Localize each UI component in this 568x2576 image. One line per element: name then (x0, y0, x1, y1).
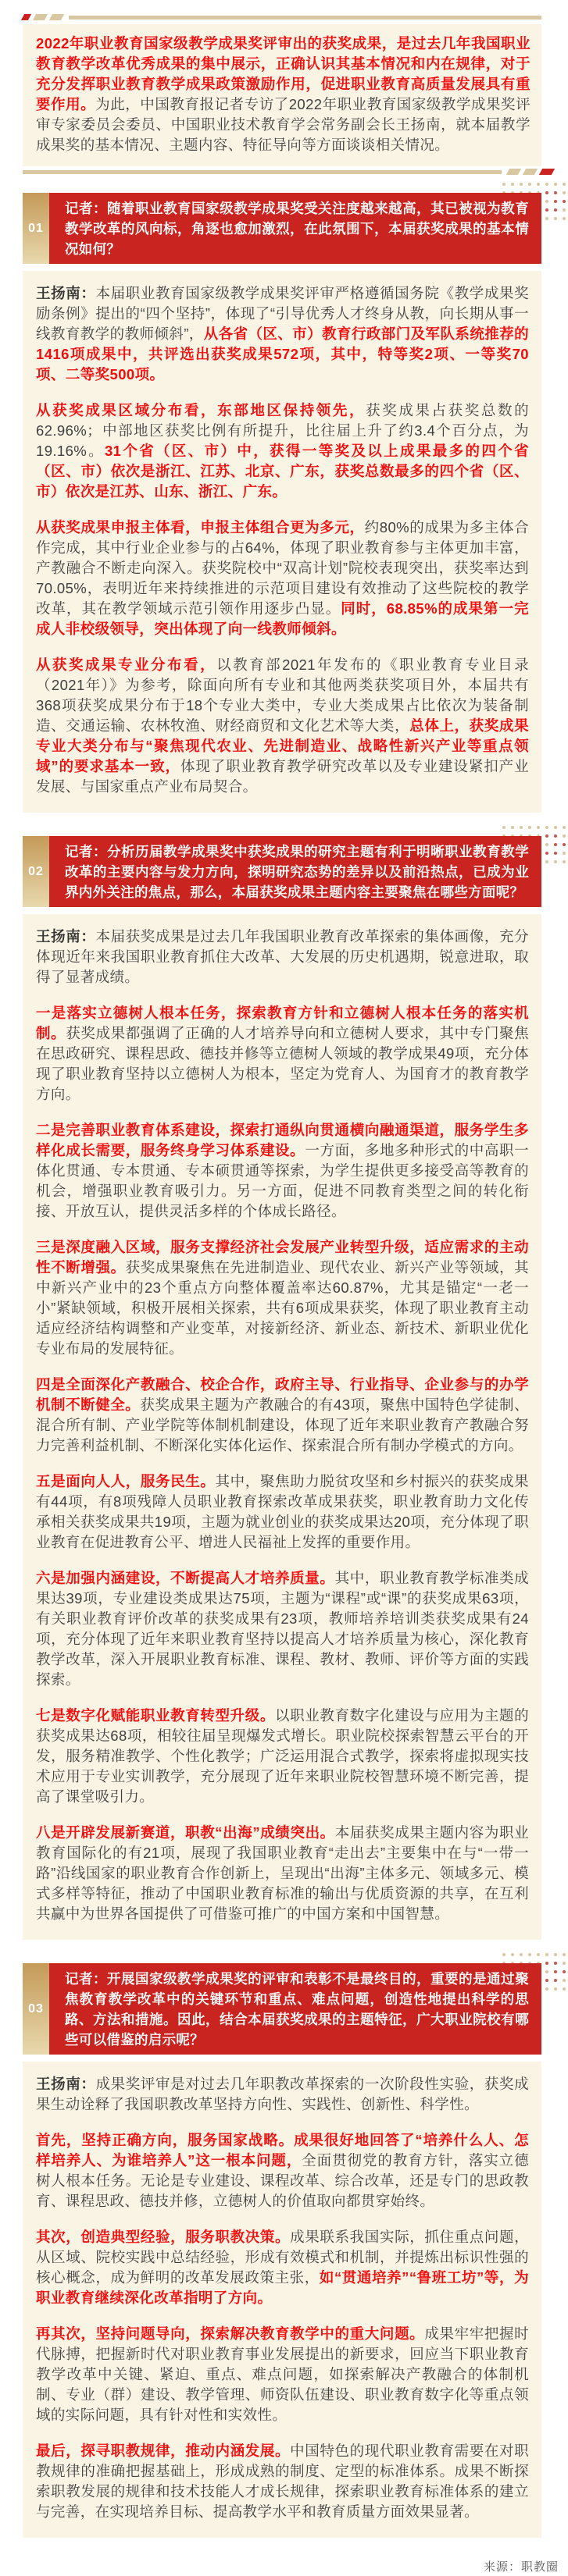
tan-dot-icon (563, 852, 566, 855)
text-run-red: 总体上，获奖成果专业大类分布与“聚焦现代农业、先进制造业、战略性新兴产业等重点领域”的要求基本一致， (36, 717, 529, 774)
tan-dot-icon (545, 860, 548, 863)
tan-dot-icon (502, 826, 505, 829)
question-number-badge: 01 (23, 193, 49, 264)
answer-paragraph (36, 2130, 529, 2211)
tan-dot-icon (511, 826, 514, 829)
text-run-red: 再其次，坚持问题导向，探索解决教育教学中的重大问题。 (36, 2325, 425, 2342)
tan-dot-icon (520, 1953, 523, 1956)
tan-dot-icon (545, 1953, 548, 1956)
tan-dot-icon (554, 217, 557, 220)
tan-dot-icon (520, 183, 523, 186)
qa-section-2 (23, 836, 541, 1940)
answer-paragraph (36, 2074, 529, 2115)
tan-dot-icon (545, 200, 548, 203)
red-dot-icon (545, 1962, 548, 1965)
text-run-plain: 全面贯彻党的教育方针，落实立德树人根本任务。无论是专业建设、课程改革、综合改革，还是专门的思政教育、课程思政、德技并修，立德树人的价值取向都贯穿始终。 (36, 2152, 529, 2209)
text-run-plain: 本届职业教育国家级教学成果奖评审严格遵循国务院《教学成果奖励条例》提出的“四个坚持”，体现了“引导优秀人才终身从教，向长期从事一线教育教学的教师倾斜”， (36, 285, 529, 342)
red-dot-icon (554, 1979, 557, 1982)
tan-stripe-icon (506, 169, 521, 175)
red-dot-icon (554, 191, 557, 194)
qa-section-1 (23, 193, 541, 813)
answer-block (23, 914, 541, 1940)
text-run-plain: 获奖成果都强调了正确的人才培养导向和立德树人要求，其中专门聚焦在思政研究、课程思政、德技并修等立德树人领域的教学成果49项，充分体现了职业教育坚持以立德树人为根本，坚定为党育人、为国育才的教育教学方向。 (36, 1025, 529, 1102)
red-dot-icon (545, 852, 548, 855)
text-run-plain: 成果联系我国实际，抓住重点问题，从区域、院校实践中总结经验，形成有效模式和机制，并提炼出标识性强的核心概念，成为鲜明的改革发展政策主张， (36, 2229, 529, 2286)
text-run-plain: 其中，聚焦助力脱贫攻坚和乡村振兴的获奖成果有44项，有8项残障人员职业教育探索改革成果获奖，职业教育助力文化传承相关获奖成果共19项，主题为就业创业的获奖成果达20项，充分体现了职业教育在促进教育公平、增进人民福祉上发挥的重要作用。 (36, 1473, 529, 1550)
answer-paragraph (36, 1568, 529, 1690)
bottom-decoration-strip (23, 169, 541, 175)
tan-dot-icon (537, 826, 540, 829)
text-run-plain: 其中，职业教育教学标准类成果达39项，专业建设类成果达75项，主题为“课程”或“课”的获奖成果63项，有关职业教育评价改革的获奖成果有23项，教师培养培训类获奖成果有24项，充分体现了近年来职业教育坚持以提高人才培养质量为核心，深化教育教学改革，深入开展职业教育标准、课程、教材、教师、评价等方面的实践探索。 (36, 1570, 529, 1688)
tan-dot-icon (563, 834, 566, 838)
text-run-red: 31个省（区、市）中，获得一等奖及以上成果最多的四个省（区、市）依次是浙江、江苏、北京、广东，获奖总数最多的四个省（区、市）依次是江苏、山东、浙江、广东。 (36, 443, 529, 500)
tan-dot-icon (563, 183, 566, 186)
answer-paragraph (36, 1706, 529, 1807)
red-dot-icon (563, 1970, 566, 1973)
text-run-plain: 获奖成果聚焦在先进制造业、现代农业、新兴产业等领域，其中新兴产业中的23个重点方向整体覆盖率达60.87%，尤其是锚定“一老一小”紧缺领域，积极开展相关探索，共有6项成果获奖，体现了职业教育主动适应经济结构调整和产业变革，对接新经济、新业态、新技术、新职业优化专业布局的发展特征。 (36, 1259, 529, 1357)
text-run-red: 一是落实立德树人根本任务，探索教育方针和立德树人根本任务的落实机制。 (36, 1005, 529, 1041)
tan-dot-icon (554, 183, 557, 186)
text-run-plain: 成果奖评审是对过去几年职教改革探索的一次阶段性实验，获奖成果生动诠释了我国职教改革坚持方向性、实践性、创新性、科学性。 (36, 2076, 529, 2112)
tan-stripe-icon (33, 14, 48, 20)
text-run-red: 八是开辟发展新赛道，职教“出海”成绩突出。 (36, 1824, 335, 1841)
tan-dot-icon (537, 1953, 540, 1956)
text-run-plain: 本届获奖成果是过去几年我国职业教育改革探索的集体画像，充分体现近年来我国职业教育抓住大改革、大发展的历史机遇期，锐意进取，取得了显著成绩。 (36, 928, 529, 985)
text-run-red: 如“贯通培养”“鲁班工坊”等，为职业教育继续深化改革指明了方向。 (36, 2269, 529, 2306)
text-run-red: 首先，坚持正确方向，服务国家战略。成果很好地回答了“培养什么人、怎样培养人、为谁培养人”这一根本问题， (36, 2132, 529, 2169)
red-dot-icon (563, 843, 566, 846)
text-run-red: 从获奖成果区域分布看，东部地区保持领先， (36, 402, 366, 418)
tan-stripe-icon (49, 14, 64, 20)
text-run-plain: 获奖成果主题为产教融合的有43项，聚焦中国特色学徒制、混合所有制、产业学院等体制机制建设，体现了近年来职业教育产教融合努力完善利益机制、不断深化实体化运作、探索混合所有制办学模式的方向。 (36, 1397, 529, 1453)
answer-paragraph (36, 2324, 529, 2425)
answer-paragraph (36, 2227, 529, 2308)
red-dot-icon (545, 191, 548, 194)
tan-dot-icon (563, 860, 566, 863)
text-run-plain: 成果牢牢把握时代脉搏，把握新时代对职业教育事业发展提出的新要求，回应当下职业教育教学改革中关键、紧迫、重点、难点问题，如探索解决产教融合的体制机制、专业（群）建设、教学管理、师资队伍建设、职业教育数字化等重点领域的实际问题，具有针对性和实效性。 (36, 2325, 529, 2423)
text-run-plain: 获奖成果占获奖总数的62.96%；中部地区获奖比例有所提升，比往届上升了约3.4个百分点，为19.16%。 (36, 402, 529, 459)
tan-dot-icon (563, 1979, 566, 1982)
tan-dot-icon (563, 826, 566, 829)
red-dot-icon (545, 834, 548, 838)
intro-highlight-text: 2022年职业教育国家级教学成果奖评审出的获奖成果，是过去几年我国职业教育教学改革优秀成果的集中展示，正确认识其基本情况和内在规律，对于充分发挥职业教育教学成果政策激励作用，促进职业教育高质量发展具有重要作用。 (36, 35, 530, 112)
tan-dot-icon (545, 843, 548, 846)
text-run-red: 其次，创造典型经验，服务职教决策。 (36, 2229, 291, 2245)
text-run-name: 王扬南： (36, 285, 96, 301)
red-dot-icon (545, 208, 548, 212)
red-dot-icon (545, 1979, 548, 1982)
text-run-red: 四是全面深化产教融合、校企合作，政府主导、行业指导、企业参与的办学机制不断健全。 (36, 1376, 529, 1413)
tan-dot-icon (545, 1970, 548, 1973)
question-text: 记者：分析历届教学成果奖中获奖成果的研究主题有利于明晰职业教育教学改革的主要内容与发力方向，探明研究态势的差异以及前沿热点，已成为业界内外关注的焦点，那么，本届获奖成果主题内容主要聚焦在哪些方面呢？ (49, 836, 541, 907)
tan-dot-icon (511, 183, 514, 186)
tan-divider-bar (23, 170, 502, 174)
tan-dot-icon (554, 1987, 557, 1991)
tan-dot-icon (563, 217, 566, 220)
answer-paragraph (36, 400, 529, 502)
answer-paragraph (36, 1375, 529, 1456)
text-run-red: 从获奖成果专业分布看， (36, 656, 217, 673)
red-stripe-icon (21, 14, 31, 20)
tan-dot-icon (502, 183, 505, 186)
intro-block (23, 24, 541, 166)
tan-dot-icon (554, 1953, 557, 1956)
text-run-red: 三是深度融入区域，服务支撑经济社会发展产业转型升级，适应需求的主动性不断增强。 (36, 1239, 529, 1276)
answer-paragraph (36, 655, 529, 797)
text-run-red: 七是数字化赋能职业教育转型升级。 (36, 1707, 276, 1724)
text-run-red: 从各省（区、市）教育行政部门及军队系统推荐的1416项成果中，共评选出获奖成果572项，其中，特等奖2项、一等奖70项、二等奖500项。 (36, 326, 529, 382)
tan-dot-icon (563, 208, 566, 212)
question-text: 记者：随着职业教育国家级教学成果奖受关注度越来越高，其已被视为教育教学改革的风向标，角逐也愈加激烈，在此氛围下，本届获奖成果的基本情况如何？ (49, 193, 541, 264)
answer-paragraph (36, 2441, 529, 2522)
tan-dot-icon (554, 826, 557, 829)
qa-section-3 (23, 1963, 541, 2538)
answer-paragraph (36, 1003, 529, 1105)
red-dot-icon (554, 208, 557, 212)
tan-dot-icon (520, 826, 523, 829)
question-text: 记者：开展国家级教学成果奖的评审和表彰不是最终目的，重要的是通过聚焦教育教学改革中的关键环节和重点、难点问题，创造性地提出科学的思路、方法和措施。因此，结合本届获奖成果的主题特征，广大职业院校有哪些可以借鉴的启示呢？ (49, 1963, 541, 2055)
question-banner (23, 193, 541, 264)
text-run-plain: 以职业教育数字化建设与应用为主题的获奖成果达68项，相较往届呈现爆发式增长。职业院校探索智慧云平台的开发，服务精准教学、个性化教学；广泛运用混合式教学，探索将虚拟现实技术应用于专业实训教学，充分展现了近年来职业院校智慧环境不断完善，提高了课堂吸引力。 (36, 1707, 529, 1805)
red-dot-icon (554, 1970, 557, 1973)
text-run-plain: 一方面，多地多种形式的中高职一体化贯通、专本贯通、专本硕贯通等探索，为学生提供更多接受高等教育的机会，增强职业教育吸引力。另一方面，促进不同教育类型之间的转化衔接、开放互认，提供灵活多样的个体成长路径。 (36, 1142, 529, 1219)
text-run-red: 二是完善职业教育体系建设，探索打通纵向贯通横向融通渠道，服务学生多样化成长需要，服务终身学习体系建设。 (36, 1122, 529, 1158)
text-run-plain: 约80%的成果为多主体合作完成，其中行业企业参与的占64%，体现了职业教育参与主体更加丰富，产教融合不断走向深入。获奖院校中“双高计划”院校表现突出，获奖率达到70.05%，表明近年来持续推进的示范项目建设有效推动了这些院校的教学改革，其在教学领域示范引领作用逐步凸显。 (36, 519, 529, 617)
red-dot-icon (554, 834, 557, 838)
red-stripe-icon (539, 169, 555, 175)
text-run-red: 同时，68.85%的成果第一完成人非校级领导，突出体现了向一线教师倾斜。 (36, 600, 529, 637)
question-number-badge: 02 (23, 836, 49, 907)
answer-block (23, 271, 541, 813)
text-run-red: 从获奖成果申报主体看，申报主体组合更为多元， (36, 519, 365, 535)
text-run-plain: 体现了职业教育教学研究改革以及专业建设紧扣产业发展、与国家重点产业布局契合。 (36, 758, 529, 795)
tan-dot-icon (563, 1987, 566, 1991)
tan-dot-icon (545, 183, 548, 186)
tan-dot-icon (502, 1953, 505, 1956)
red-dot-icon (554, 1962, 557, 1965)
text-run-plain: 中国特色的现代职业教育需要在对职教规律的准确把握基础上，形成成熟的制度、定型的标准体系。成果不断探索职教发展的规律和技术技能人才成长规律，探索职业教育标准体系的建立与完善，在实现培养目标、提高教学水平和教育质量方面效果显著。 (36, 2443, 529, 2520)
tan-dot-icon (563, 1953, 566, 1956)
tan-dot-icon (545, 826, 548, 829)
tan-stripe-icon (523, 169, 538, 175)
red-dot-icon (563, 200, 566, 203)
article-container (23, 14, 541, 2538)
text-run-red: 五是面向人人，服务民生。 (36, 1473, 216, 1489)
red-dot-icon (554, 843, 557, 846)
red-dot-icon (554, 852, 557, 855)
tan-dot-icon (528, 1953, 531, 1956)
tan-dot-icon (511, 1953, 514, 1956)
answer-paragraph (36, 283, 529, 385)
answer-paragraph (36, 1237, 529, 1359)
question-banner (23, 1963, 541, 2055)
tan-divider-bar (69, 16, 541, 20)
text-run-plain: 以教育部2021年发布的《职业教育专业目录（2021年）》为参考，除面向所有专业和其他两类获奖项目外，本届共有368项获奖成果分布于18个专业大类中，专业大类成果占比依次为装备制造、交通运输、农林牧渔、财经商贸和文化艺术等大类， (36, 656, 529, 734)
answer-paragraph (36, 1823, 529, 1924)
tan-dot-icon (563, 191, 566, 194)
answer-paragraph (36, 518, 529, 639)
tan-dot-icon (528, 183, 531, 186)
answer-paragraph (36, 927, 529, 987)
text-run-plain: 本届获奖成果主题内容为职业教育国际化的有21项，展现了我国职业教育“走出去”主要集中在与“一带一路”沿线国家的职业教育合作创新上，呈现出“出海”主体多元、领域多元、模式多样等特征，推动了中国职业教育标准的输出与优质资源的共享，在互利共赢中为世界各国提供了可借鉴可推广的中国方案和中国智慧。 (36, 1824, 530, 1922)
text-run-red: 最后，探寻职教规律，推动内涵发展。 (36, 2443, 291, 2459)
tan-dot-icon (537, 183, 540, 186)
tan-dot-icon (545, 1987, 548, 1991)
source-attribution: 来源：职教圈 (483, 2560, 559, 2574)
answer-paragraph (36, 1120, 529, 1222)
text-run-name: 王扬南： (36, 2076, 96, 2092)
text-run-name: 王扬南： (36, 928, 96, 945)
tan-dot-icon (528, 826, 531, 829)
tan-dot-icon (563, 1962, 566, 1965)
question-banner (23, 836, 541, 907)
answer-paragraph (36, 1471, 529, 1553)
tan-dot-icon (545, 217, 548, 220)
top-decoration-strip (23, 14, 541, 20)
tan-dot-icon (554, 860, 557, 863)
text-run-red: 六是加强内涵建设，不断提高人才培养质量。 (36, 1570, 335, 1586)
question-number-badge: 03 (23, 1963, 49, 2055)
intro-regular-text: 为此，中国教育报记者专访了2022年职业教育国家级教学成果奖评审专家委员会委员、中国职业技术教育学会常务副会长王扬南，就本届教学成果奖的基本情况、主题内容、特征导向等方面谈谈相关情况。 (36, 96, 530, 153)
answer-block (23, 2062, 541, 2538)
red-dot-icon (554, 200, 557, 203)
